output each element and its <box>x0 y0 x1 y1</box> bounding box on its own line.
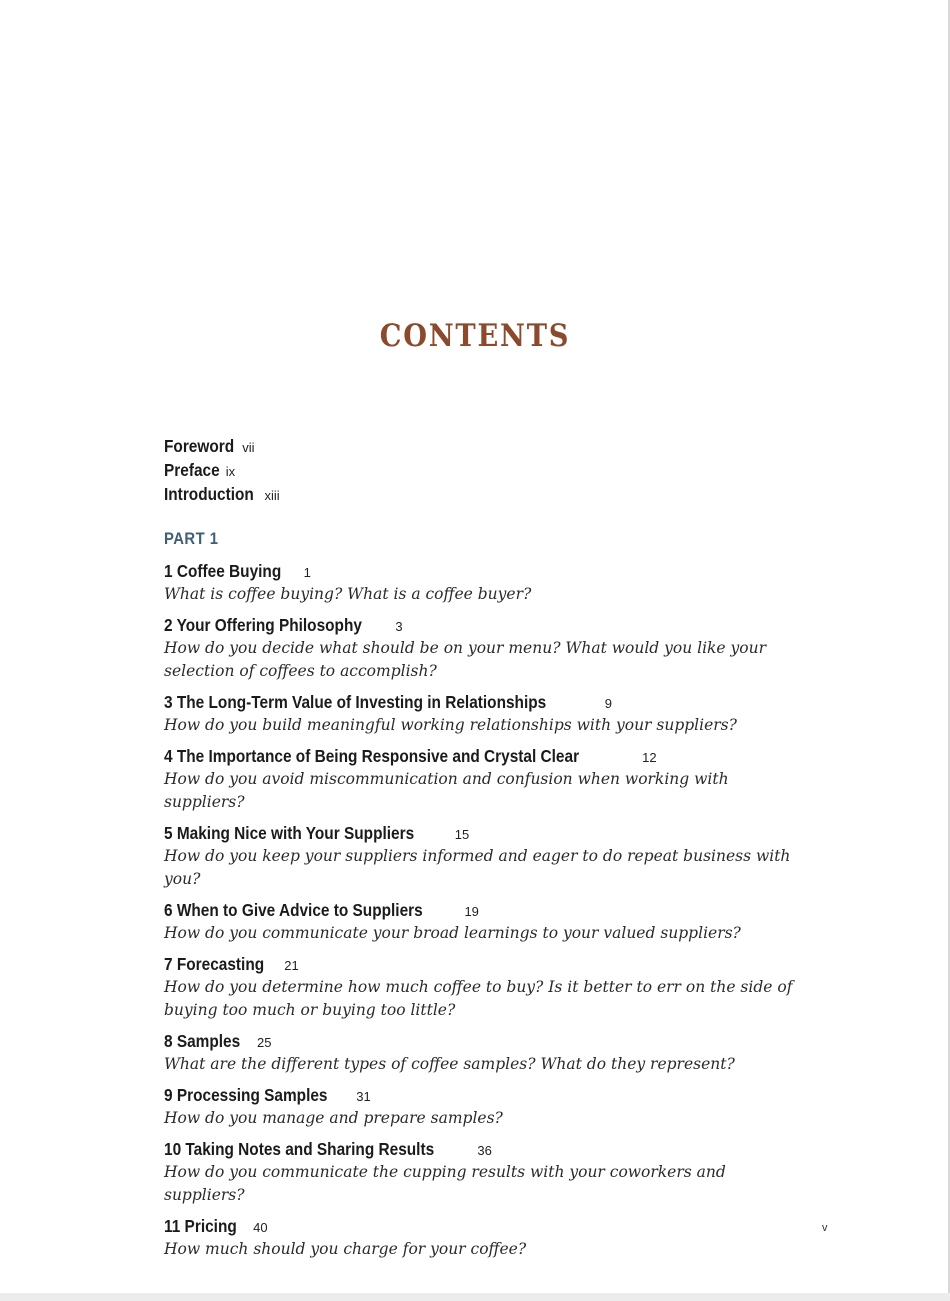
chapter-entry <box>164 744 814 814</box>
chapter-page: 40 <box>253 1220 268 1235</box>
page-bottom-edge <box>0 1293 950 1301</box>
chapter-head <box>164 821 814 845</box>
front-matter-list <box>164 434 280 506</box>
chapter-head <box>164 1029 814 1053</box>
chapter-head <box>164 952 814 976</box>
chapter-head <box>164 898 814 922</box>
chapter-description: What are the different types of coffee samples? What do they represent? <box>164 1055 735 1073</box>
chapter-entry <box>164 690 814 737</box>
chapter-page: 31 <box>356 1089 371 1104</box>
chapter-title: 1 Coffee Buying <box>164 561 282 581</box>
front-matter-item <box>164 482 280 506</box>
chapter-description: How do you avoid miscommunication and confusion when working with suppliers? <box>164 770 729 811</box>
front-matter-page: vii <box>242 440 255 455</box>
chapter-title: 4 The Importance of Being Responsive and Crystal Clear <box>164 746 580 766</box>
chapter-head <box>164 559 814 583</box>
chapter-head <box>164 744 814 768</box>
chapter-title: 3 The Long-Term Value of Investing in Relationships <box>164 692 547 712</box>
front-matter-item <box>164 434 280 458</box>
chapter-title: 5 Making Nice with Your Suppliers <box>164 823 415 843</box>
contents-title: CONTENTS <box>379 318 571 354</box>
chapter-head <box>164 1137 814 1161</box>
chapter-title: 6 When to Give Advice to Suppliers <box>164 900 423 920</box>
chapter-list <box>164 559 814 1268</box>
chapter-title: 11 Pricing <box>164 1216 237 1236</box>
chapter-page: 21 <box>284 958 299 973</box>
chapter-entry <box>164 613 814 683</box>
front-matter-label: Foreword <box>164 436 235 456</box>
front-matter-label: Introduction <box>164 484 254 504</box>
chapter-description: How do you communicate your broad learnings to your valued suppliers? <box>164 924 741 942</box>
chapter-entry <box>164 952 814 1022</box>
chapter-title: 9 Processing Samples <box>164 1085 328 1105</box>
chapter-title: 7 Forecasting <box>164 954 265 974</box>
chapter-entry <box>164 821 814 891</box>
chapter-page: 3 <box>395 619 403 634</box>
chapter-head <box>164 1214 814 1238</box>
chapter-entry <box>164 1083 814 1130</box>
chapter-head <box>164 1083 814 1107</box>
chapter-head <box>164 690 814 714</box>
chapter-page: 9 <box>604 696 613 711</box>
chapter-entry <box>164 1137 814 1207</box>
chapter-title: 8 Samples <box>164 1031 241 1051</box>
front-matter-page: ix <box>225 464 236 479</box>
chapter-description: How do you keep your suppliers informed and eager to do repeat business with you? <box>164 847 791 888</box>
chapter-description: What is coffee buying? What is a coffee buyer? <box>164 585 532 603</box>
chapter-description: How do you determine how much coffee to buy? Is it better to err on the side of buying too much or buying too little? <box>164 978 793 1019</box>
chapter-description: How much should you charge for your coffee? <box>164 1240 527 1258</box>
chapter-page: 12 <box>642 750 657 765</box>
chapter-page: 19 <box>464 904 479 919</box>
chapter-description: How do you communicate the cupping results with your coworkers and suppliers? <box>164 1163 726 1204</box>
front-matter-label: Preface <box>164 460 220 480</box>
chapter-page: 36 <box>477 1143 492 1158</box>
chapter-description: How do you decide what should be on your menu? What would you like your selection of coffees to accomplish? <box>164 639 767 680</box>
chapter-title: 2 Your Offering Philosophy <box>164 615 362 635</box>
chapter-entry <box>164 1029 814 1076</box>
chapter-entry <box>164 1214 814 1261</box>
page-number: v <box>822 1222 828 1234</box>
part-heading: PART 1 <box>164 530 219 548</box>
chapter-title: 10 Taking Notes and Sharing Results <box>164 1139 435 1159</box>
chapter-head <box>164 613 814 637</box>
chapter-page: 25 <box>257 1035 272 1050</box>
chapter-description: How do you build meaningful working relationships with your suppliers? <box>164 716 737 734</box>
chapter-page: 15 <box>454 827 470 842</box>
chapter-description: How do you manage and prepare samples? <box>164 1109 503 1127</box>
chapter-page: 1 <box>303 565 311 580</box>
front-matter-page: xiii <box>264 488 280 503</box>
chapter-entry <box>164 559 814 606</box>
chapter-entry <box>164 898 814 945</box>
front-matter-item <box>164 458 280 482</box>
